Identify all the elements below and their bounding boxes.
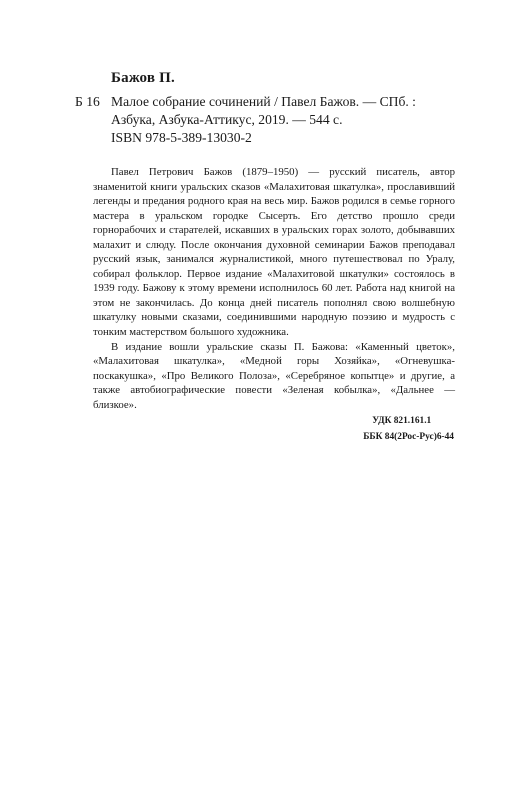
title-line: Малое собрание сочинений / Павел Бажов. — СПб. :	[111, 94, 416, 109]
isbn-line: ISBN 978-5-389-13030-2	[111, 130, 252, 145]
annotation-paragraph-contents: В издание вошли уральские сказы П. Бажова: «Каменный цветок», «Малахитовая шкатулка», «Медной горы Хозяйка», «Огневушка-поскакушка», «Про Великого Полоза», «Серебряное копытце» и другие, а также автобиографические повести «Зеленая кобылка», «Дальнее — близкое».	[93, 340, 455, 411]
author-heading: Бажов П.	[111, 70, 175, 86]
annotation	[93, 165, 455, 412]
bbk-code: ББК 84(2Рос-Рус)6-44	[363, 431, 454, 442]
udk-code: УДК 821.161.1	[372, 416, 432, 426]
bibliographic-record	[75, 93, 475, 147]
classification-code: Б 16	[75, 94, 100, 109]
annotation-paragraph-biography: Павел Петрович Бажов (1879–1950) — русский писатель, автор знаменитой книги уральских сказов «Малахитовая шкатулка», прославивший легенды и предания родного края на весь мир. Бажов родился в семье горного мастера в уральском городке Сысерть. Его детство прошло среди горнорабочих и старателей, искавших в уральских горах золото, добывавших малахит и слюду. После окончания духовной семинарии Бажов преподавал русский язык, занимался журналистикой, много путешествовал по Уралу, собирал фольклор. Первое издание «Малахитовой шкатулки» состоялось в 1939 году. Бажову к этому времени исполнилось 60 лет. Работа над книгой на этом не закончилась. До конца дней писатель пополнял свою волшебную шкатулку новыми сказами, соединившими народную поэзию и мудрость с тонким мастерством большого художника.	[93, 166, 455, 339]
classification-codes	[363, 414, 454, 445]
publisher-line: Азбука, Азбука-Аттикус, 2019. — 544 с.	[111, 112, 343, 127]
